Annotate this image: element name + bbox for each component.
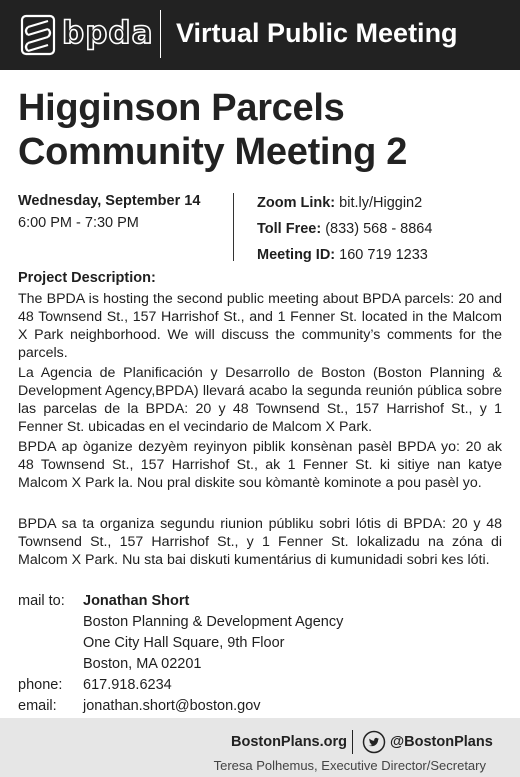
meeting-time: 6:00 PM - 7:30 PM xyxy=(18,215,139,231)
project-description-heading: Project Description: xyxy=(18,270,156,286)
footer-bar xyxy=(0,718,520,777)
address2-row xyxy=(18,654,343,675)
zoom-link-row xyxy=(257,190,432,216)
twitter-icon xyxy=(362,730,386,754)
footer-credit: Teresa Polhemus, Executive Director/Secretary xyxy=(213,758,486,773)
email-row xyxy=(18,696,343,717)
bpda-logo-text: bpda xyxy=(62,15,154,51)
contact-address-line1: One City Hall Square, 9th Floor xyxy=(83,635,285,651)
toll-free-row xyxy=(257,216,432,242)
meeting-date: Wednesday, September 14 xyxy=(18,193,201,209)
page-title-line1: Higginson Parcels xyxy=(18,87,345,129)
address1-row xyxy=(18,633,343,654)
meeting-access-info xyxy=(257,190,432,268)
page-title-line2: Community Meeting 2 xyxy=(18,131,408,173)
description-spanish: La Agencia de Planificación y Desarrollo de Boston (Boston Planning & Development Agency,BPDA) llevará acabo la segunda reunión pública sobre las parcelas de la BPDA: 20 y 48 Townsend St., 157 Harrishof St., y 1 Fenner St. ubicadas en el vecindario de Malcom X Park. xyxy=(18,365,502,435)
mail-row xyxy=(18,591,343,612)
phone-label: phone: xyxy=(18,677,63,693)
page-title xyxy=(18,86,508,174)
contact-phone[interactable]: 617.918.6234 xyxy=(83,677,172,693)
meeting-id-row xyxy=(257,242,432,268)
bpda-logo-icon xyxy=(18,13,58,57)
email-label: email: xyxy=(18,698,57,714)
twitter-handle[interactable]: @BostonPlans xyxy=(390,734,493,750)
header-bar xyxy=(0,0,520,70)
org-row xyxy=(18,612,343,633)
description-english: The BPDA is hosting the second public meeting about BPDA parcels: 20 and 48 Townsend St., 157 Harrishof St., and 1 Fenner St. located in the Malcom X Park neighborhood. We will discuss the community’s comments for the parcels. xyxy=(18,291,502,361)
description-haitian-creole: BPDA ap òganize dezyèm reyinyon piblik konsènan pasèl BPDA yo: 20 ak 48 Townsend St., 157 Harrishof St., ak 1 Fenner St. ki sitiye nan katye Malcom X Park la. Nou pral diskite sou kòmantè kominote a pou pasèl yo. xyxy=(18,439,502,491)
header-title: Virtual Public Meeting xyxy=(176,18,458,48)
website-link[interactable]: BostonPlans.org xyxy=(231,734,348,750)
footer-divider xyxy=(352,730,353,754)
meeting-id-label: Meeting ID: xyxy=(257,247,336,263)
zoom-link[interactable]: bit.ly/Higgin2 xyxy=(339,195,423,211)
contact-address-line2: Boston, MA 02201 xyxy=(83,656,202,672)
contact-block xyxy=(18,591,343,717)
description-cape-verdean: BPDA sa ta organiza segundu riunion públiku sobri lótis di BPDA: 20 y 48 Townsend St., 157 Harrishof St., y 1 Fenner St. lokalizadu na zóna di Malcom X Park. Nu sta bai diskuti kumentárius di kumunidadi sobri kes lóti. xyxy=(18,516,502,568)
header-divider xyxy=(160,10,161,58)
meeting-id: 160 719 1233 xyxy=(339,247,428,263)
toll-free-label: Toll Free: xyxy=(257,221,322,237)
mail-label: mail to: xyxy=(18,593,65,609)
contact-name: Jonathan Short xyxy=(83,593,190,609)
contact-organization: Boston Planning & Development Agency xyxy=(83,614,344,630)
toll-free-number: (833) 568 - 8864 xyxy=(325,221,433,237)
details-divider xyxy=(233,193,234,261)
contact-email[interactable]: jonathan.short@boston.gov xyxy=(83,698,261,714)
meeting-datetime xyxy=(18,190,200,234)
zoom-link-label: Zoom Link: xyxy=(257,195,336,211)
phone-row xyxy=(18,675,343,696)
